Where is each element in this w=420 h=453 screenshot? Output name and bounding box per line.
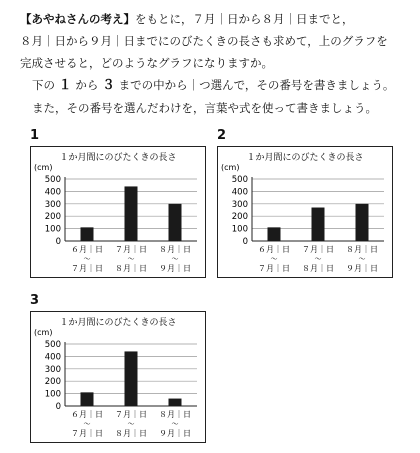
y-tick-label: 500 [231, 175, 248, 185]
x-tick-label-start: ８月｜日 [159, 245, 191, 254]
x-tick-label-end: ９月｜日 [159, 429, 191, 438]
intro-line-4-b: から [75, 78, 99, 92]
x-tick-label-end: ８月｜日 [115, 429, 147, 438]
intro-line-4 [20, 74, 410, 97]
bar [169, 399, 182, 406]
chart-2 [218, 147, 392, 277]
y-axis-unit-label: (cm) [34, 163, 53, 172]
y-tick-label: 400 [44, 187, 61, 198]
x-tick-label-separator: 〜 [358, 255, 366, 263]
x-tick-label-end: ７月｜日 [71, 429, 103, 438]
x-tick-label-end: ７月｜日 [71, 264, 103, 273]
ayane-idea-heading: 【あやねさんの考え】 [20, 12, 135, 26]
x-tick-label-start: ８月｜日 [159, 410, 191, 419]
y-tick-label: 0 [55, 402, 61, 412]
chart-1 [31, 147, 205, 277]
intro-line-1-text: をもとに，７月｜日から８月｜日までと， [135, 12, 354, 26]
chart-2-number: 2 [217, 128, 227, 143]
chart-1-number: 1 [30, 128, 40, 143]
bar [268, 227, 281, 241]
x-tick-label-separator: 〜 [171, 255, 179, 263]
x-tick-label-start: ６月｜日 [71, 245, 103, 254]
y-tick-label: 300 [231, 199, 248, 210]
x-tick-label-separator: 〜 [127, 420, 135, 428]
y-tick-label: 200 [44, 212, 61, 223]
x-tick-label-start: ７月｜日 [302, 245, 334, 254]
y-axis-unit-label: (cm) [221, 163, 240, 172]
x-tick-label-end: ８月｜日 [302, 264, 334, 273]
x-tick-label-start: ７月｜日 [115, 410, 147, 419]
y-tick-label: 0 [55, 237, 61, 247]
chart-title: １か月間にのびたくきの長さ [59, 153, 177, 163]
x-tick-label-separator: 〜 [83, 420, 91, 428]
bar [356, 204, 369, 241]
bar [81, 392, 94, 406]
intro-line-5: また，その番号を選んだわけを，言葉や式を使って書きましょう。 [32, 101, 377, 115]
y-tick-label: 500 [44, 175, 61, 185]
bar [125, 186, 138, 241]
intro-line-1 [20, 8, 410, 30]
x-tick-label-start: ８月｜日 [346, 245, 378, 254]
y-tick-label: 200 [44, 377, 61, 388]
x-tick-label-separator: 〜 [171, 420, 179, 428]
chart-2-box [217, 146, 393, 278]
x-tick-label-separator: 〜 [83, 255, 91, 263]
question-text [20, 8, 410, 119]
choice-number-3: ３ [101, 78, 115, 93]
x-tick-label-end: ９月｜日 [159, 264, 191, 273]
y-tick-label: 400 [44, 352, 61, 363]
y-tick-label: 100 [44, 224, 61, 235]
x-tick-label-start: ７月｜日 [115, 245, 147, 254]
intro-line-2: ８月｜日から９月｜日までにのびたくきの長さも求めて，上のグラフを [20, 34, 388, 48]
y-tick-label: 0 [242, 237, 248, 247]
x-tick-label-end: ７月｜日 [258, 264, 290, 273]
y-tick-label: 500 [44, 340, 61, 350]
chart-title: １か月間にのびたくきの長さ [246, 153, 364, 163]
x-tick-label-end: ９月｜日 [346, 264, 378, 273]
x-tick-label-start: ６月｜日 [258, 245, 290, 254]
y-axis-unit-label: (cm) [34, 328, 53, 337]
chart-3-box [30, 311, 206, 443]
choice-number-1: １ [58, 78, 72, 93]
y-tick-label: 400 [231, 187, 248, 198]
x-tick-label-separator: 〜 [314, 255, 322, 263]
y-tick-label: 200 [231, 212, 248, 223]
y-tick-label: 100 [231, 224, 248, 235]
bar [125, 351, 138, 406]
x-tick-label-start: ６月｜日 [71, 410, 103, 419]
bar [312, 208, 325, 241]
x-tick-label-separator: 〜 [270, 255, 278, 263]
bar [81, 227, 94, 241]
chart-3 [31, 312, 205, 442]
chart-title: １か月間にのびたくきの長さ [59, 318, 177, 328]
chart-3-number: 3 [30, 293, 40, 308]
intro-line-4-c: までの中から｜つ選んで，その番号を書きましょう。 [118, 78, 395, 92]
y-tick-label: 100 [44, 389, 61, 400]
x-tick-label-separator: 〜 [127, 255, 135, 263]
intro-line-3: 完成させると，どのようなグラフになりますか。 [20, 56, 273, 70]
y-tick-label: 300 [44, 199, 61, 210]
chart-1-box [30, 146, 206, 278]
x-tick-label-end: ８月｜日 [115, 264, 147, 273]
y-tick-label: 300 [44, 364, 61, 375]
bar [169, 204, 182, 241]
intro-line-4-a: 下の [32, 78, 55, 92]
